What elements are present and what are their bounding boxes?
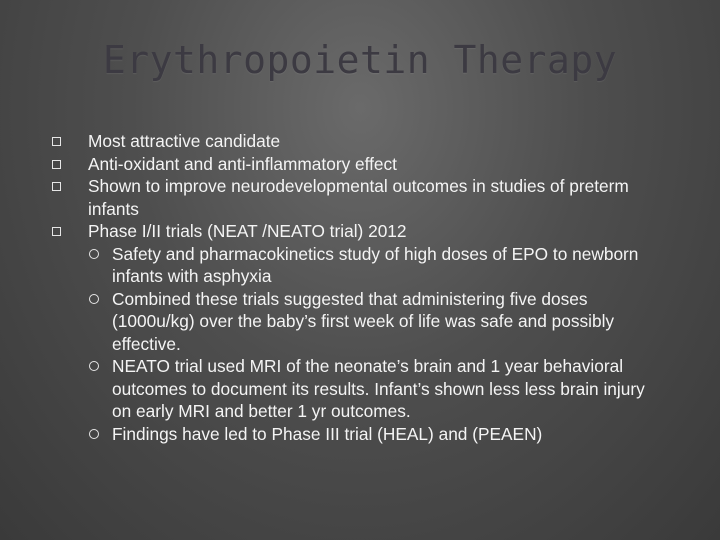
sub-bullet-text: NEATO trial used MRI of the neonate’s brain and 1 year behavioral outcomes to document its results. Infant’s shown less less brain injury on early MRI and better 1 yr outcomes. <box>112 356 645 421</box>
bullet-text: Phase I/II trials (NEAT /NEATO trial) 2012 <box>88 221 407 241</box>
bullet-list <box>52 130 662 445</box>
bullet-item <box>52 130 662 153</box>
circle-bullet-icon <box>89 294 99 304</box>
sub-bullet-text: Findings have led to Phase III trial (HEAL) and (PEAEN) <box>112 423 543 444</box>
square-bullet-icon <box>52 227 61 236</box>
bullet-text: Shown to improve neurodevelopmental outcomes in studies of preterm infants <box>88 176 629 219</box>
bullet-text: Anti-oxidant and anti-inflammatory effect <box>88 153 397 174</box>
sub-bullet-item <box>52 355 662 423</box>
circle-bullet-icon <box>89 361 99 371</box>
sub-bullet-text: Safety and pharmacokinetics study of high doses of EPO to newborn infants with asphyxia <box>112 243 639 286</box>
bullet-item <box>52 153 662 176</box>
circle-bullet-icon <box>89 429 99 439</box>
square-bullet-icon <box>52 182 61 191</box>
circle-bullet-icon <box>89 249 99 259</box>
bullet-item <box>52 220 662 243</box>
sub-bullet-item <box>52 288 662 356</box>
sub-bullet-item <box>52 423 662 446</box>
sub-bullet-text: Combined these trials suggested that administering five doses (1000u/kg) over the baby’s first week of life was safe and possibly effective. <box>112 288 615 354</box>
bullet-item <box>52 175 662 220</box>
slide-title: Erythropoietin Therapy <box>102 38 618 82</box>
sub-bullet-item <box>52 243 662 288</box>
square-bullet-icon <box>52 137 61 146</box>
bullet-text: Most attractive candidate <box>88 131 281 151</box>
square-bullet-icon <box>52 160 61 169</box>
